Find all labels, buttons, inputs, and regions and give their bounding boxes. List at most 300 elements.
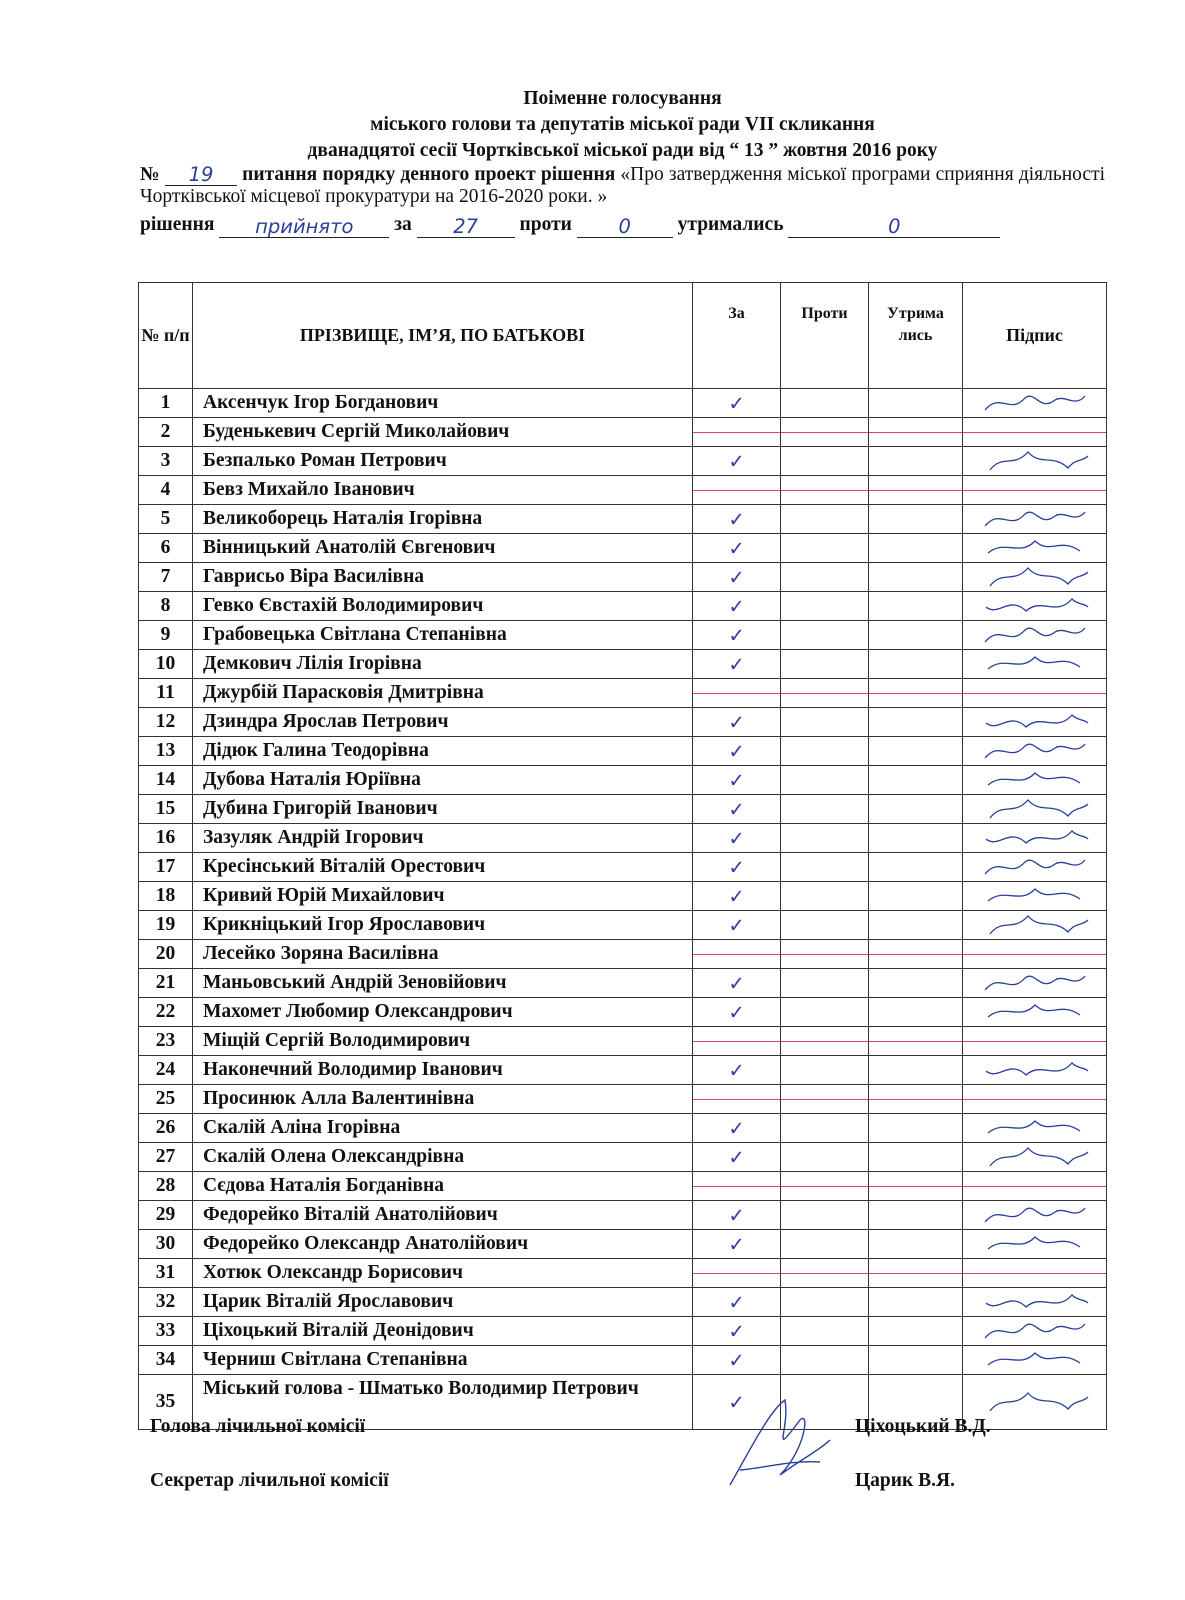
signature-cell xyxy=(963,1056,1107,1085)
vote-cell-abstain xyxy=(869,795,963,824)
absent-strike-line xyxy=(781,693,868,694)
check-mark-icon: ✓ xyxy=(728,507,745,531)
doc-session-line: дванадцятої сесії Чортківської міської ради від “ 13 ” жовтня 2016 року xyxy=(307,140,938,161)
abstained-label: утримались xyxy=(677,214,784,235)
check-mark-icon: ✓ xyxy=(728,652,745,676)
vote-cell-for xyxy=(693,882,781,911)
vote-cell-abstain xyxy=(869,969,963,998)
secretary-name: Царик В.Я. xyxy=(855,1470,955,1491)
signature-cell xyxy=(963,708,1107,737)
vote-cell-for xyxy=(693,1114,781,1143)
vote-table xyxy=(138,282,1107,1430)
deputy-name: Наконечний Володимир Іванович xyxy=(193,1056,693,1085)
vote-table-body xyxy=(139,389,1107,1430)
table-row xyxy=(139,708,1107,737)
agenda-text: питання порядку денного проект рішення xyxy=(242,164,616,185)
table-header-row xyxy=(139,283,1107,389)
row-number: 16 xyxy=(139,824,193,853)
commission-signature-icon xyxy=(710,1390,850,1500)
absent-strike-line xyxy=(781,432,868,433)
vote-cell-for xyxy=(693,476,781,505)
vote-cell-against xyxy=(781,476,869,505)
absent-strike-line xyxy=(781,1186,868,1187)
vote-cell-against xyxy=(781,592,869,621)
signature-cell xyxy=(963,940,1107,969)
absent-strike-line xyxy=(693,432,780,433)
vote-cell-for xyxy=(693,824,781,853)
vote-cell-against xyxy=(781,969,869,998)
decision-value: прийнято xyxy=(219,217,389,238)
doc-subtitle: міського голови та депутатів міської ради VII скликання xyxy=(370,114,875,135)
deputy-name: Гаврисьо Віра Василівна xyxy=(193,563,693,592)
absent-strike-line xyxy=(869,954,962,955)
vote-cell-for xyxy=(693,998,781,1027)
against-value: 0 xyxy=(577,217,673,238)
vote-cell-for xyxy=(693,1288,781,1317)
signature-cell xyxy=(963,534,1107,563)
table-row xyxy=(139,1056,1107,1085)
row-number: 1 xyxy=(139,389,193,418)
decision-line xyxy=(140,212,1105,238)
deputy-name: Джурбій Парасковія Дмитрівна xyxy=(193,679,693,708)
vote-cell-abstain xyxy=(869,418,963,447)
table-row xyxy=(139,795,1107,824)
check-mark-icon: ✓ xyxy=(728,1058,745,1082)
check-mark-icon: ✓ xyxy=(728,884,745,908)
signature-cell xyxy=(963,1288,1107,1317)
signature-cell xyxy=(963,679,1107,708)
signature-cell xyxy=(963,1143,1107,1172)
vote-cell-for xyxy=(693,940,781,969)
absent-strike-line xyxy=(963,490,1106,491)
project-title: «Про затвердження міської програми сприяння діяльності Чортківської місцевої прокуратури на 2016-2020 роки. » xyxy=(140,164,1106,207)
vote-cell-abstain xyxy=(869,1317,963,1346)
row-number: 8 xyxy=(139,592,193,621)
vote-cell-abstain xyxy=(869,1085,963,1114)
absent-strike-line xyxy=(963,1273,1106,1274)
signature-icon xyxy=(980,767,1090,793)
signature-icon xyxy=(980,883,1090,909)
vote-cell-against xyxy=(781,998,869,1027)
vote-cell-abstain xyxy=(869,621,963,650)
absent-strike-line xyxy=(693,1186,780,1187)
deputy-name: Махомет Любомир Олександрович xyxy=(193,998,693,1027)
vote-cell-abstain xyxy=(869,389,963,418)
vote-cell-against xyxy=(781,1288,869,1317)
vote-cell-against xyxy=(781,1085,869,1114)
check-mark-icon: ✓ xyxy=(728,1390,745,1414)
check-mark-icon: ✓ xyxy=(728,1000,745,1024)
vote-cell-abstain xyxy=(869,824,963,853)
signature-cell xyxy=(963,447,1107,476)
row-number: 25 xyxy=(139,1085,193,1114)
signature-cell xyxy=(963,853,1107,882)
table-row xyxy=(139,476,1107,505)
vote-cell-abstain xyxy=(869,476,963,505)
absent-strike-line xyxy=(963,954,1106,955)
deputy-name: Гевко Євстахій Володимирович xyxy=(193,592,693,621)
check-mark-icon: ✓ xyxy=(728,855,745,879)
signature-cell xyxy=(963,1317,1107,1346)
table-row xyxy=(139,534,1107,563)
table-row xyxy=(139,1346,1107,1375)
agenda-number: 19 xyxy=(165,165,237,186)
check-mark-icon: ✓ xyxy=(728,1348,745,1372)
absent-strike-line xyxy=(869,1099,962,1100)
row-number: 18 xyxy=(139,882,193,911)
chair-name: Ціхоцький В.Д. xyxy=(855,1416,991,1437)
deputy-name: Вінницький Анатолій Євгенович xyxy=(193,534,693,563)
table-row xyxy=(139,1143,1107,1172)
table-row xyxy=(139,940,1107,969)
deputy-name: Дубова Наталія Юріївна xyxy=(193,766,693,795)
row-number: 17 xyxy=(139,853,193,882)
deputy-name: Грабовецька Світлана Степанівна xyxy=(193,621,693,650)
check-mark-icon: ✓ xyxy=(728,623,745,647)
vote-cell-against xyxy=(781,766,869,795)
row-number: 29 xyxy=(139,1201,193,1230)
table-row xyxy=(139,824,1107,853)
absent-strike-line xyxy=(693,693,780,694)
table-row xyxy=(139,563,1107,592)
signature-cell xyxy=(963,737,1107,766)
check-mark-icon: ✓ xyxy=(728,449,745,473)
vote-cell-for xyxy=(693,795,781,824)
vote-cell-for xyxy=(693,447,781,476)
deputy-name: Аксенчук Ігор Богданович xyxy=(193,389,693,418)
signature-icon xyxy=(980,796,1090,822)
vote-cell-for xyxy=(693,911,781,940)
header-abstain: Утрима лись xyxy=(869,283,963,389)
row-number: 10 xyxy=(139,650,193,679)
signature-icon xyxy=(980,1389,1090,1415)
table-row xyxy=(139,1027,1107,1056)
absent-strike-line xyxy=(693,490,780,491)
absent-strike-line xyxy=(869,1186,962,1187)
row-number: 27 xyxy=(139,1143,193,1172)
table-row xyxy=(139,766,1107,795)
vote-cell-for xyxy=(693,1201,781,1230)
row-number: 24 xyxy=(139,1056,193,1085)
deputy-name: Великоборець Наталія Ігорівна xyxy=(193,505,693,534)
vote-cell-for xyxy=(693,1317,781,1346)
vote-cell-abstain xyxy=(869,998,963,1027)
row-number: 22 xyxy=(139,998,193,1027)
row-number: 15 xyxy=(139,795,193,824)
vote-cell-for xyxy=(693,1172,781,1201)
check-mark-icon: ✓ xyxy=(728,826,745,850)
signature-icon xyxy=(980,1318,1090,1344)
deputy-name: Скалій Аліна Ігорівна xyxy=(193,1114,693,1143)
table-row xyxy=(139,679,1107,708)
deputy-name: Маньовський Андрій Зеновійович xyxy=(193,969,693,998)
row-number: 34 xyxy=(139,1346,193,1375)
row-number: 11 xyxy=(139,679,193,708)
vote-cell-for xyxy=(693,1056,781,1085)
vote-cell-against xyxy=(781,1201,869,1230)
vote-cell-abstain xyxy=(869,1259,963,1288)
deputy-name: Демкович Лілія Ігорівна xyxy=(193,650,693,679)
absent-strike-line xyxy=(963,432,1106,433)
check-mark-icon: ✓ xyxy=(728,1232,745,1256)
vote-cell-against xyxy=(781,679,869,708)
vote-cell-against xyxy=(781,447,869,476)
table-row xyxy=(139,882,1107,911)
signature-cell xyxy=(963,476,1107,505)
signature-cell xyxy=(963,766,1107,795)
against-label: проти xyxy=(519,214,572,235)
deputy-name: Міський голова - Шматько Володимир Петрович xyxy=(193,1375,693,1430)
vote-cell-abstain xyxy=(869,737,963,766)
vote-cell-abstain xyxy=(869,1114,963,1143)
absent-strike-line xyxy=(781,1099,868,1100)
deputy-name: Зазуляк Андрій Ігорович xyxy=(193,824,693,853)
deputy-name: Хотюк Олександр Борисович xyxy=(193,1259,693,1288)
deputy-name: Федорейко Віталій Анатолійович xyxy=(193,1201,693,1230)
abstained-value: 0 xyxy=(788,217,1000,238)
table-row xyxy=(139,1085,1107,1114)
vote-cell-against xyxy=(781,534,869,563)
check-mark-icon: ✓ xyxy=(728,739,745,763)
row-number: 23 xyxy=(139,1027,193,1056)
check-mark-icon: ✓ xyxy=(728,565,745,589)
deputy-name: Царик Віталій Ярославович xyxy=(193,1288,693,1317)
row-number: 19 xyxy=(139,911,193,940)
row-number: 13 xyxy=(139,737,193,766)
vote-cell-abstain xyxy=(869,882,963,911)
row-number: 6 xyxy=(139,534,193,563)
row-number: 33 xyxy=(139,1317,193,1346)
table-row xyxy=(139,737,1107,766)
signature-icon xyxy=(980,999,1090,1025)
table-row xyxy=(139,969,1107,998)
signature-icon xyxy=(980,1289,1090,1315)
deputy-name: Сєдова Наталія Богданівна xyxy=(193,1172,693,1201)
absent-strike-line xyxy=(869,432,962,433)
for-value: 27 xyxy=(417,217,515,238)
table-row xyxy=(139,1201,1107,1230)
row-number: 31 xyxy=(139,1259,193,1288)
vote-cell-for xyxy=(693,766,781,795)
row-number: 12 xyxy=(139,708,193,737)
deputy-name: Безпалько Роман Петрович xyxy=(193,447,693,476)
table-row xyxy=(139,1288,1107,1317)
vote-cell-against xyxy=(781,708,869,737)
absent-strike-line xyxy=(781,1041,868,1042)
deputy-name: Буденькевич Сергій Миколайович xyxy=(193,418,693,447)
vote-cell-abstain xyxy=(869,1143,963,1172)
signature-icon xyxy=(980,622,1090,648)
absent-strike-line xyxy=(963,1041,1106,1042)
deputy-name: Дідюк Галина Теодорівна xyxy=(193,737,693,766)
signature-cell xyxy=(963,1085,1107,1114)
vote-cell-against xyxy=(781,882,869,911)
vote-cell-abstain xyxy=(869,534,963,563)
absent-strike-line xyxy=(963,1099,1106,1100)
check-mark-icon: ✓ xyxy=(728,1203,745,1227)
vote-cell-for xyxy=(693,1085,781,1114)
table-row xyxy=(139,1172,1107,1201)
signature-cell xyxy=(963,1027,1107,1056)
vote-cell-for xyxy=(693,853,781,882)
vote-cell-abstain xyxy=(869,1201,963,1230)
signature-icon xyxy=(980,506,1090,532)
vote-cell-for xyxy=(693,969,781,998)
check-mark-icon: ✓ xyxy=(728,710,745,734)
vote-cell-for xyxy=(693,708,781,737)
table-row xyxy=(139,1259,1107,1288)
signature-icon xyxy=(980,738,1090,764)
signature-icon xyxy=(980,651,1090,677)
number-prefix: № xyxy=(140,164,160,185)
vote-cell-for xyxy=(693,1027,781,1056)
table-row xyxy=(139,650,1107,679)
vote-cell-against xyxy=(781,1172,869,1201)
absent-strike-line xyxy=(869,1273,962,1274)
vote-cell-abstain xyxy=(869,650,963,679)
vote-cell-for xyxy=(693,621,781,650)
deputy-name: Кресінський Віталій Орестович xyxy=(193,853,693,882)
deputy-name: Кривий Юрій Михайлович xyxy=(193,882,693,911)
absent-strike-line xyxy=(781,954,868,955)
signature-cell xyxy=(963,1201,1107,1230)
deputy-name: Дубина Григорій Іванович xyxy=(193,795,693,824)
row-number: 4 xyxy=(139,476,193,505)
doc-title: Поіменне голосування xyxy=(523,88,722,109)
signature-icon xyxy=(980,709,1090,735)
table-row xyxy=(139,447,1107,476)
absent-strike-line xyxy=(693,954,780,955)
absent-strike-line xyxy=(693,1273,780,1274)
vote-cell-abstain xyxy=(869,1027,963,1056)
vote-cell-for xyxy=(693,1230,781,1259)
table-row xyxy=(139,911,1107,940)
signature-cell xyxy=(963,1114,1107,1143)
signature-cell xyxy=(963,1172,1107,1201)
signature-cell xyxy=(963,621,1107,650)
vote-cell-against xyxy=(781,940,869,969)
vote-cell-against xyxy=(781,418,869,447)
signature-icon xyxy=(980,1231,1090,1257)
vote-cell-abstain xyxy=(869,911,963,940)
row-number: 28 xyxy=(139,1172,193,1201)
header-signature: Підпис xyxy=(963,283,1107,389)
row-number: 7 xyxy=(139,563,193,592)
signature-icon xyxy=(980,970,1090,996)
deputy-name: Черниш Світлана Степанівна xyxy=(193,1346,693,1375)
absent-strike-line xyxy=(963,1186,1106,1187)
vote-cell-abstain xyxy=(869,853,963,882)
absent-strike-line xyxy=(693,1041,780,1042)
header-num: № п/п xyxy=(139,283,193,389)
signature-icon xyxy=(980,1057,1090,1083)
signature-icon xyxy=(980,825,1090,851)
vote-cell-abstain xyxy=(869,1346,963,1375)
vote-cell-abstain xyxy=(869,766,963,795)
table-row xyxy=(139,1317,1107,1346)
signature-cell xyxy=(963,969,1107,998)
vote-cell-against xyxy=(781,563,869,592)
signature-icon xyxy=(980,1144,1090,1170)
vote-cell-for xyxy=(693,534,781,563)
vote-cell-abstain xyxy=(869,592,963,621)
signature-cell xyxy=(963,882,1107,911)
table-row xyxy=(139,418,1107,447)
signature-icon xyxy=(980,912,1090,938)
header-against: Проти xyxy=(781,283,869,389)
row-number: 26 xyxy=(139,1114,193,1143)
vote-cell-abstain xyxy=(869,679,963,708)
row-number: 9 xyxy=(139,621,193,650)
deputy-name: Крикніцький Ігор Ярославович xyxy=(193,911,693,940)
signature-icon xyxy=(980,535,1090,561)
check-mark-icon: ✓ xyxy=(728,1116,745,1140)
vote-cell-for xyxy=(693,389,781,418)
row-number: 20 xyxy=(139,940,193,969)
check-mark-icon: ✓ xyxy=(728,1319,745,1343)
vote-cell-against xyxy=(781,650,869,679)
vote-cell-against xyxy=(781,911,869,940)
deputy-name: Ціхоцький Віталій Деонідович xyxy=(193,1317,693,1346)
absent-strike-line xyxy=(781,1273,868,1274)
vote-cell-against xyxy=(781,1346,869,1375)
signature-icon xyxy=(980,1347,1090,1373)
check-mark-icon: ✓ xyxy=(728,1290,745,1314)
table-row xyxy=(139,853,1107,882)
signature-cell xyxy=(963,563,1107,592)
signature-icon xyxy=(980,564,1090,590)
vote-cell-for xyxy=(693,679,781,708)
check-mark-icon: ✓ xyxy=(728,971,745,995)
signature-cell xyxy=(963,418,1107,447)
vote-cell-for xyxy=(693,563,781,592)
vote-cell-for xyxy=(693,592,781,621)
deputy-name: Бевз Михайло Іванович xyxy=(193,476,693,505)
vote-cell-for xyxy=(693,505,781,534)
row-number: 2 xyxy=(139,418,193,447)
for-label: за xyxy=(394,214,412,235)
signature-cell xyxy=(963,1346,1107,1375)
vote-cell-abstain xyxy=(869,505,963,534)
agenda-line xyxy=(140,164,1105,208)
table-row xyxy=(139,1114,1107,1143)
table-row xyxy=(139,505,1107,534)
vote-cell-against xyxy=(781,824,869,853)
absent-strike-line xyxy=(693,1099,780,1100)
deputy-name: Скалій Олена Олександрівна xyxy=(193,1143,693,1172)
decision-label: рішення xyxy=(140,214,215,235)
vote-cell-against xyxy=(781,389,869,418)
row-number: 14 xyxy=(139,766,193,795)
absent-strike-line xyxy=(869,1041,962,1042)
table-row xyxy=(139,1230,1107,1259)
vote-cell-against xyxy=(781,853,869,882)
deputy-name: Лесейко Зоряна Василівна xyxy=(193,940,693,969)
vote-cell-against xyxy=(781,1027,869,1056)
vote-cell-abstain xyxy=(869,1230,963,1259)
vote-cell-abstain xyxy=(869,563,963,592)
signature-cell xyxy=(963,911,1107,940)
vote-cell-abstain xyxy=(869,447,963,476)
check-mark-icon: ✓ xyxy=(728,594,745,618)
table-row xyxy=(139,389,1107,418)
vote-cell-against xyxy=(781,1230,869,1259)
secretary-label: Секретар лічильної комісії xyxy=(150,1470,389,1491)
vote-cell-against xyxy=(781,1056,869,1085)
signature-cell xyxy=(963,650,1107,679)
vote-cell-for xyxy=(693,737,781,766)
check-mark-icon: ✓ xyxy=(728,768,745,792)
